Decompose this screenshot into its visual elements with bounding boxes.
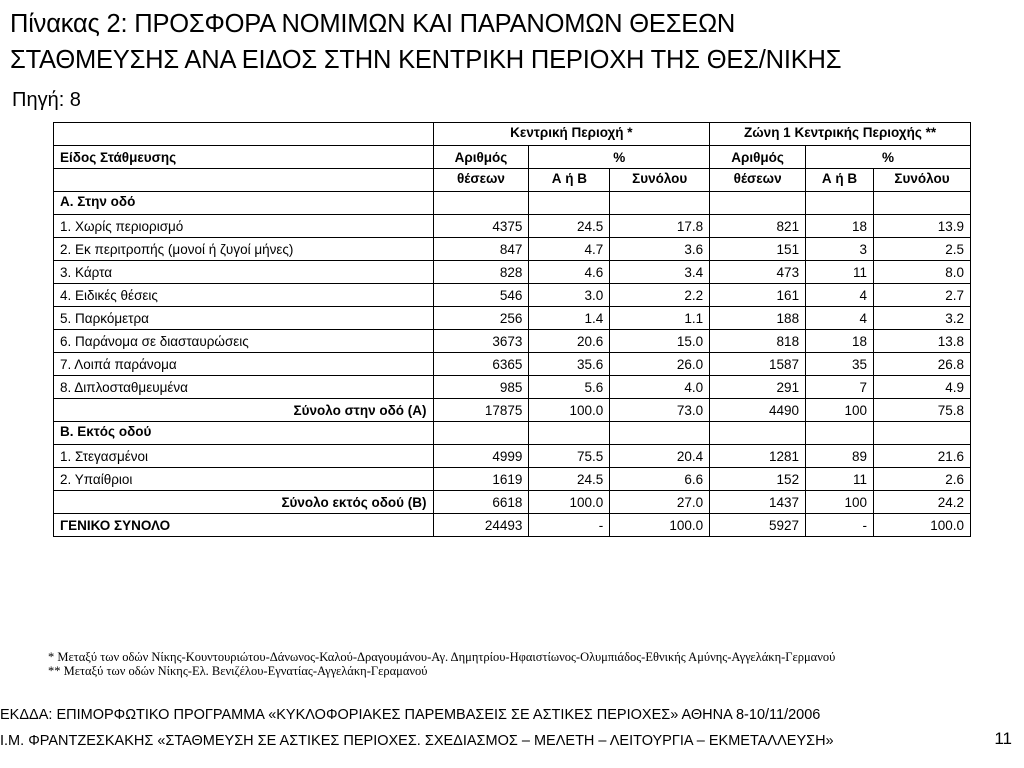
cell-value: 18: [806, 330, 874, 353]
cell-value: 4.0: [610, 376, 710, 399]
cell-value: 473: [710, 261, 806, 284]
cell-value: 20.4: [610, 445, 710, 468]
cell-value: 2.2: [610, 284, 710, 307]
table-row: [54, 284, 971, 307]
cell-value: 1.1: [610, 307, 710, 330]
cell-value: 24.5: [529, 468, 610, 491]
subtotal-row: [54, 399, 971, 422]
cell-value: 818: [710, 330, 806, 353]
footer-line-2: Ι.Μ. ΦΡΑΝΤΖΕΣΚΑΚΗΣ «ΣΤΑΘΜΕΥΣΗ ΣΕ ΑΣΤΙΚΕΣ ΠΕΡΙΟΧΕΣ. ΣΧΕΔΙΑΣΜΟΣ – ΜΕΛΕΤΗ – ΛΕΙΤΟΥΡΓΙΑ – ΕΚΜΕΤΑΛΛΕΥΣΗ»: [0, 733, 834, 749]
cell-value: -: [529, 514, 610, 537]
cell-value: 2.5: [874, 238, 971, 261]
header-row-sublabels: [54, 169, 971, 192]
footnote-2: ** Μεταξύ των οδών Νίκης-Ελ. Βενιζέλου-Εγνατίας-Αγγελάκη-Γεραμανού: [48, 664, 428, 678]
cell-value: 13.8: [874, 330, 971, 353]
cell-value: 17875: [433, 399, 529, 422]
total-subheader: Συνόλου: [874, 169, 971, 192]
pct-header: %: [529, 146, 710, 169]
type-header: Είδος Στάθμευσης: [54, 146, 434, 169]
title-line-2: ΣΤΑΘΜΕΥΣΗΣ ΑΝΑ ΕΙΔΟΣ ΣΤΗΝ ΚΕΝΤΡΙΚΗ ΠΕΡΙΟΧΗ ΤΗΣ ΘΕΣ/ΝΙΚΗΣ: [10, 46, 842, 74]
table-row: [54, 330, 971, 353]
table-row: [54, 261, 971, 284]
cell-value: 100.0: [529, 399, 610, 422]
cell-value: 4.7: [529, 238, 610, 261]
cell-value: 4490: [710, 399, 806, 422]
cell-value: 828: [433, 261, 529, 284]
cell-value: 24.2: [874, 491, 971, 514]
cell-value: 15.0: [610, 330, 710, 353]
row-label: 1. Χωρίς περιορισμό: [54, 215, 434, 238]
cell-value: 100.0: [610, 514, 710, 537]
cell-value: 4: [806, 284, 874, 307]
row-label: 4. Ειδικές θέσεις: [54, 284, 434, 307]
cell-value: 6.6: [610, 468, 710, 491]
group-header-zone1: Ζώνη 1 Κεντρικής Περιοχής **: [710, 123, 971, 146]
footer-line-1: ΕΚΔΔΑ: ΕΠΙΜΟΡΦΩΤΙΚΟ ΠΡΟΓΡΑΜΜΑ «ΚΥΚΛΟΦΟΡΙΑΚΕΣ ΠΑΡΕΜΒΑΣΕΙΣ ΣΕ ΑΣΤΙΚΕΣ ΠΕΡΙΟΧΕΣ» ΑΘΗΝΑ 8-10/11/2006: [0, 707, 821, 723]
header-row-groups: [54, 123, 971, 146]
ab-subheader: Α ή Β: [529, 169, 610, 192]
cell-value: 256: [433, 307, 529, 330]
table-row: [54, 445, 971, 468]
source-label: Πηγή: 8: [12, 89, 81, 111]
title-line-1: Πίνακας 2: ΠΡΟΣΦΟΡΑ ΝΟΜΙΜΩΝ ΚΑΙ ΠΑΡΑΝΟΜΩΝ ΘΕΣΕΩΝ: [10, 10, 736, 38]
cell-value: 26.8: [874, 353, 971, 376]
cell-value: 1281: [710, 445, 806, 468]
section-b-label: Β. Εκτός οδού: [54, 422, 434, 445]
cell-value: 21.6: [874, 445, 971, 468]
cell-value: 26.0: [610, 353, 710, 376]
cell-value: 291: [710, 376, 806, 399]
cell-value: 27.0: [610, 491, 710, 514]
cell-value: 546: [433, 284, 529, 307]
cell-value: 6365: [433, 353, 529, 376]
cell-value: 3: [806, 238, 874, 261]
row-label: 6. Παράνομα σε διασταυρώσεις: [54, 330, 434, 353]
cell-value: 1437: [710, 491, 806, 514]
cell-value: 1587: [710, 353, 806, 376]
row-label: ΓΕΝΙΚΟ ΣΥΝΟΛΟ: [54, 514, 434, 537]
footnote-1: * Μεταξύ των οδών Νίκης-Κουντουριώτου-Δάνωνος-Καλού-Δραγουμάνου-Αγ. Δημητρίου-Ηφαιστίωνος-Ολυμπιάδος-Εθνικής Αμύνης-Αγγελάκη-Γερμανού: [48, 650, 836, 664]
cell-value: 24.5: [529, 215, 610, 238]
cell-value: 17.8: [610, 215, 710, 238]
cell-value: 4999: [433, 445, 529, 468]
cell-value: 2.7: [874, 284, 971, 307]
cell-value: 3.0: [529, 284, 610, 307]
cell-value: 3.4: [610, 261, 710, 284]
total-subheader: Συνόλου: [610, 169, 710, 192]
row-label: 8. Διπλοσταθμευμένα: [54, 376, 434, 399]
cell-value: 7: [806, 376, 874, 399]
cell-value: 821: [710, 215, 806, 238]
cell-value: 100: [806, 491, 874, 514]
cell-value: -: [806, 514, 874, 537]
count-subheader: θέσεων: [433, 169, 529, 192]
cell-value: 4375: [433, 215, 529, 238]
cell-value: 24493: [433, 514, 529, 537]
section-a-row: [54, 192, 971, 215]
section-a-label: Α. Στην οδό: [54, 192, 434, 215]
cell-value: 100: [806, 399, 874, 422]
cell-value: 89: [806, 445, 874, 468]
cell-value: 152: [710, 468, 806, 491]
page-title: [10, 6, 841, 78]
cell-value: 5927: [710, 514, 806, 537]
table-row: [54, 468, 971, 491]
cell-value: 75.5: [529, 445, 610, 468]
table-row: [54, 215, 971, 238]
cell-value: 8.0: [874, 261, 971, 284]
cell-value: 100.0: [529, 491, 610, 514]
header-row-labels: [54, 146, 971, 169]
cell-value: 13.9: [874, 215, 971, 238]
cell-value: 1619: [433, 468, 529, 491]
table-row: [54, 353, 971, 376]
cell-value: 20.6: [529, 330, 610, 353]
cell-value: 3673: [433, 330, 529, 353]
cell-value: 75.8: [874, 399, 971, 422]
row-label: 3. Κάρτα: [54, 261, 434, 284]
cell-value: 188: [710, 307, 806, 330]
count-subheader: θέσεων: [710, 169, 806, 192]
cell-value: 4: [806, 307, 874, 330]
row-label: Σύνολο εκτός οδού (Β): [54, 491, 434, 514]
grand-total-row: [54, 514, 971, 537]
table-row: [54, 307, 971, 330]
cell-value: 161: [710, 284, 806, 307]
row-label: Σύνολο στην οδό (Α): [54, 399, 434, 422]
cell-value: 6618: [433, 491, 529, 514]
cell-value: 985: [433, 376, 529, 399]
cell-value: 4.6: [529, 261, 610, 284]
parking-table: [53, 122, 971, 537]
cell-value: 11: [806, 468, 874, 491]
row-label: 5. Παρκόμετρα: [54, 307, 434, 330]
cell-value: 35: [806, 353, 874, 376]
row-label: 2. Εκ περιτροπής (μονοί ή ζυγοί μήνες): [54, 238, 434, 261]
cell-value: 847: [433, 238, 529, 261]
row-label: 7. Λοιπά παράνομα: [54, 353, 434, 376]
pct-header: %: [806, 146, 971, 169]
section-b-row: [54, 422, 971, 445]
table-row: [54, 238, 971, 261]
cell-value: 4.9: [874, 376, 971, 399]
ab-subheader: Α ή Β: [806, 169, 874, 192]
cell-value: 18: [806, 215, 874, 238]
group-header-central: Κεντρική Περιοχή *: [433, 123, 710, 146]
cell-value: 3.6: [610, 238, 710, 261]
count-header: Αριθμός: [433, 146, 529, 169]
cell-value: 1.4: [529, 307, 610, 330]
subtotal-row: [54, 491, 971, 514]
cell-value: 151: [710, 238, 806, 261]
page-number: 11: [994, 729, 1012, 748]
cell-value: 2.6: [874, 468, 971, 491]
cell-value: 5.6: [529, 376, 610, 399]
cell-value: 11: [806, 261, 874, 284]
footnotes: [48, 650, 988, 678]
row-label: 1. Στεγασμένοι: [54, 445, 434, 468]
cell-value: 100.0: [874, 514, 971, 537]
row-label: 2. Υπαίθριοι: [54, 468, 434, 491]
cell-value: 35.6: [529, 353, 610, 376]
cell-value: 73.0: [610, 399, 710, 422]
table-row: [54, 376, 971, 399]
cell-value: 3.2: [874, 307, 971, 330]
count-header: Αριθμός: [710, 146, 806, 169]
